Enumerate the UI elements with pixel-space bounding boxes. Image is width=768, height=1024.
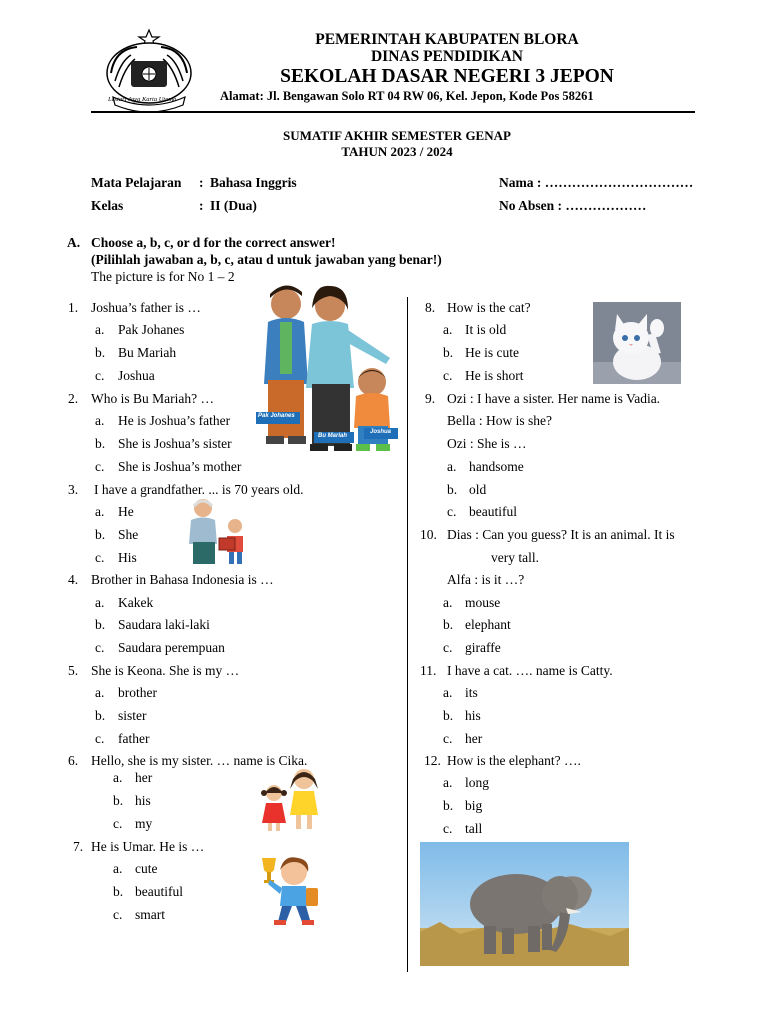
subject-colon: : (199, 175, 204, 190)
option-letter[interactable]: a. (447, 459, 457, 474)
subject-label: Mata Pelajaran (91, 175, 182, 190)
question-text: She is Keona. She is my … (91, 663, 240, 678)
family-label-mother: Bu Mariah (318, 433, 348, 439)
question-number: 1. (68, 300, 79, 315)
cat-photo (593, 302, 681, 384)
question-number: 5. (68, 663, 79, 678)
question-text: How is the elephant? …. (447, 753, 581, 768)
option-letter[interactable]: b. (113, 884, 124, 899)
option-letter[interactable]: a. (443, 775, 453, 790)
header-department: DINAS PENDIDIKAN (370, 48, 523, 65)
option-text[interactable]: its (465, 685, 478, 700)
question-text: I have a grandfather. ... is 70 years old. (94, 482, 304, 497)
option-letter[interactable]: b. (443, 708, 454, 723)
option-letter[interactable]: b. (95, 708, 106, 723)
option-text[interactable]: sister (118, 708, 147, 723)
option-letter[interactable]: b. (95, 345, 106, 360)
option-letter[interactable]: a. (113, 861, 123, 876)
exam-title: SUMATIF AKHIR SEMESTER GENAP (283, 128, 511, 143)
option-text[interactable]: elephant (465, 617, 511, 632)
question-number: 8. (425, 300, 436, 315)
header-school-name: SEKOLAH DASAR NEGERI 3 JEPON (280, 66, 614, 87)
option-text[interactable]: Joshua (118, 368, 155, 383)
option-text[interactable]: her (465, 731, 483, 746)
sisters-illustration (258, 767, 326, 833)
question-number: 3. (68, 482, 79, 497)
section-letter: A. (67, 235, 81, 250)
section-instruction: Choose a, b, c, or d for the correct answer! (91, 235, 336, 250)
question-text: Dias : Can you guess? It is an animal. It is (447, 527, 675, 542)
option-text[interactable]: his (135, 793, 151, 808)
option-letter[interactable]: b. (443, 345, 454, 360)
class-colon: : (199, 198, 204, 213)
question-number: 9. (425, 391, 436, 406)
picture-note: The picture is for No 1 – 2 (91, 269, 235, 284)
option-letter[interactable]: c. (447, 504, 457, 519)
option-text[interactable]: giraffe (465, 640, 501, 655)
option-letter[interactable]: c. (95, 550, 105, 565)
option-text[interactable]: His (118, 550, 137, 565)
grandfather-illustration (183, 496, 253, 568)
question-text: How is the cat? (447, 300, 531, 315)
option-text[interactable]: He is cute (465, 345, 519, 360)
option-text[interactable]: Saudara perempuan (118, 640, 225, 655)
option-text[interactable]: big (465, 798, 483, 813)
question-text: Hello, she is my sister. … name is Cika. (91, 753, 308, 768)
option-text[interactable]: my (135, 816, 153, 831)
class-label: Kelas (91, 198, 124, 213)
option-letter[interactable]: c. (443, 821, 453, 836)
question-text: Brother in Bahasa Indonesia is … (91, 572, 274, 587)
option-letter[interactable]: b. (95, 436, 106, 451)
question-number: 11. (420, 663, 437, 678)
question-dialog-line: Ozi : She is … (447, 436, 527, 451)
question-text: Ozi : I have a sister. Her name is Vadia. (447, 391, 661, 406)
option-letter[interactable]: a. (95, 322, 105, 337)
absen-field[interactable]: No Absen : ……………… (499, 198, 647, 213)
option-text[interactable]: cute (135, 861, 158, 876)
question-number: 12. (424, 753, 441, 768)
option-letter[interactable]: b. (113, 793, 124, 808)
option-text[interactable]: beautiful (135, 884, 183, 899)
question-text: He is Umar. He is … (91, 839, 205, 854)
option-text[interactable]: father (118, 731, 150, 746)
column-divider (407, 297, 408, 972)
question-number: 10. (420, 527, 437, 542)
option-letter[interactable]: c. (95, 459, 105, 474)
question-text: Joshua’s father is … (91, 300, 201, 315)
option-letter[interactable]: c. (443, 731, 453, 746)
option-text[interactable]: She is Joshua’s sister (118, 436, 232, 451)
option-text[interactable]: Pak Johanes (118, 322, 185, 337)
option-text[interactable]: He is Joshua’s father (118, 413, 231, 428)
option-text[interactable]: She is Joshua’s mother (118, 459, 242, 474)
option-letter[interactable]: a. (95, 595, 105, 610)
option-letter[interactable]: b. (443, 798, 454, 813)
option-text[interactable]: brother (118, 685, 157, 700)
option-letter[interactable]: c. (113, 816, 123, 831)
option-letter[interactable]: c. (113, 907, 123, 922)
question-dialog-line: Bella : How is she? (447, 413, 552, 428)
option-text[interactable]: her (135, 770, 153, 785)
option-text[interactable]: She (118, 527, 139, 542)
elephant-photo (420, 842, 629, 966)
question-dialog-line: Alfa : is it …? (447, 572, 525, 587)
family-label-father: Pak Johanes (258, 413, 295, 419)
header-government: PEMERINTAH KABUPATEN BLORA (315, 31, 579, 48)
option-text[interactable]: It is old (465, 322, 507, 337)
option-letter[interactable]: b. (443, 617, 454, 632)
question-number: 2. (68, 391, 79, 406)
option-text[interactable]: handsome (469, 459, 524, 474)
option-text[interactable]: old (469, 482, 487, 497)
option-letter[interactable]: a. (443, 685, 453, 700)
family-label-son: Joshua (370, 429, 392, 435)
option-text[interactable]: Saudara laki-laki (118, 617, 210, 632)
option-text[interactable]: Bu Mariah (118, 345, 177, 360)
header-divider (91, 111, 695, 113)
exam-year: TAHUN 2023 / 2024 (341, 144, 453, 159)
option-text[interactable]: He (118, 504, 134, 519)
name-field[interactable]: Nama : …………………………… (499, 175, 694, 190)
option-letter[interactable]: c. (443, 368, 453, 383)
option-text[interactable]: mouse (465, 595, 501, 610)
option-letter[interactable]: a. (95, 685, 105, 700)
option-letter[interactable]: a. (443, 322, 453, 337)
question-dialog-line: very tall. (491, 550, 539, 565)
section-instruction-id: (Pilihlah jawaban a, b, c, atau d untuk jawaban yang benar!) (91, 252, 442, 267)
option-letter[interactable]: a. (95, 504, 105, 519)
logo-motto: Lestari Jaya Karta Utama (108, 96, 177, 103)
option-text[interactable]: He is short (465, 368, 524, 383)
option-letter[interactable]: a. (95, 413, 105, 428)
option-text[interactable]: beautiful (469, 504, 517, 519)
subject-value: Bahasa Inggris (210, 175, 297, 190)
boy-trophy-illustration (258, 852, 328, 928)
option-letter[interactable]: c. (95, 368, 105, 383)
option-text[interactable]: long (465, 775, 490, 790)
class-value: II (Dua) (210, 198, 257, 213)
question-text: Who is Bu Mariah? … (91, 391, 214, 406)
option-letter[interactable]: b. (95, 617, 106, 632)
option-text[interactable]: his (465, 708, 481, 723)
question-text: I have a cat. …. name is Catty. (447, 663, 613, 678)
option-letter[interactable]: c. (95, 640, 105, 655)
question-number: 4. (68, 572, 79, 587)
option-text[interactable]: tall (465, 821, 483, 836)
option-letter[interactable]: a. (113, 770, 123, 785)
option-text[interactable]: smart (135, 907, 165, 922)
option-letter[interactable]: b. (447, 482, 458, 497)
option-letter[interactable]: b. (95, 527, 106, 542)
option-letter[interactable]: c. (95, 731, 105, 746)
header-address: Alamat: Jl. Bengawan Solo RT 04 RW 06, Kel. Jepon, Kode Pos 58261 (220, 89, 594, 103)
question-number: 6. (68, 753, 79, 768)
option-letter[interactable]: c. (443, 640, 453, 655)
option-letter[interactable]: a. (443, 595, 453, 610)
question-number: 7. (73, 839, 84, 854)
option-text[interactable]: Kakek (118, 595, 154, 610)
